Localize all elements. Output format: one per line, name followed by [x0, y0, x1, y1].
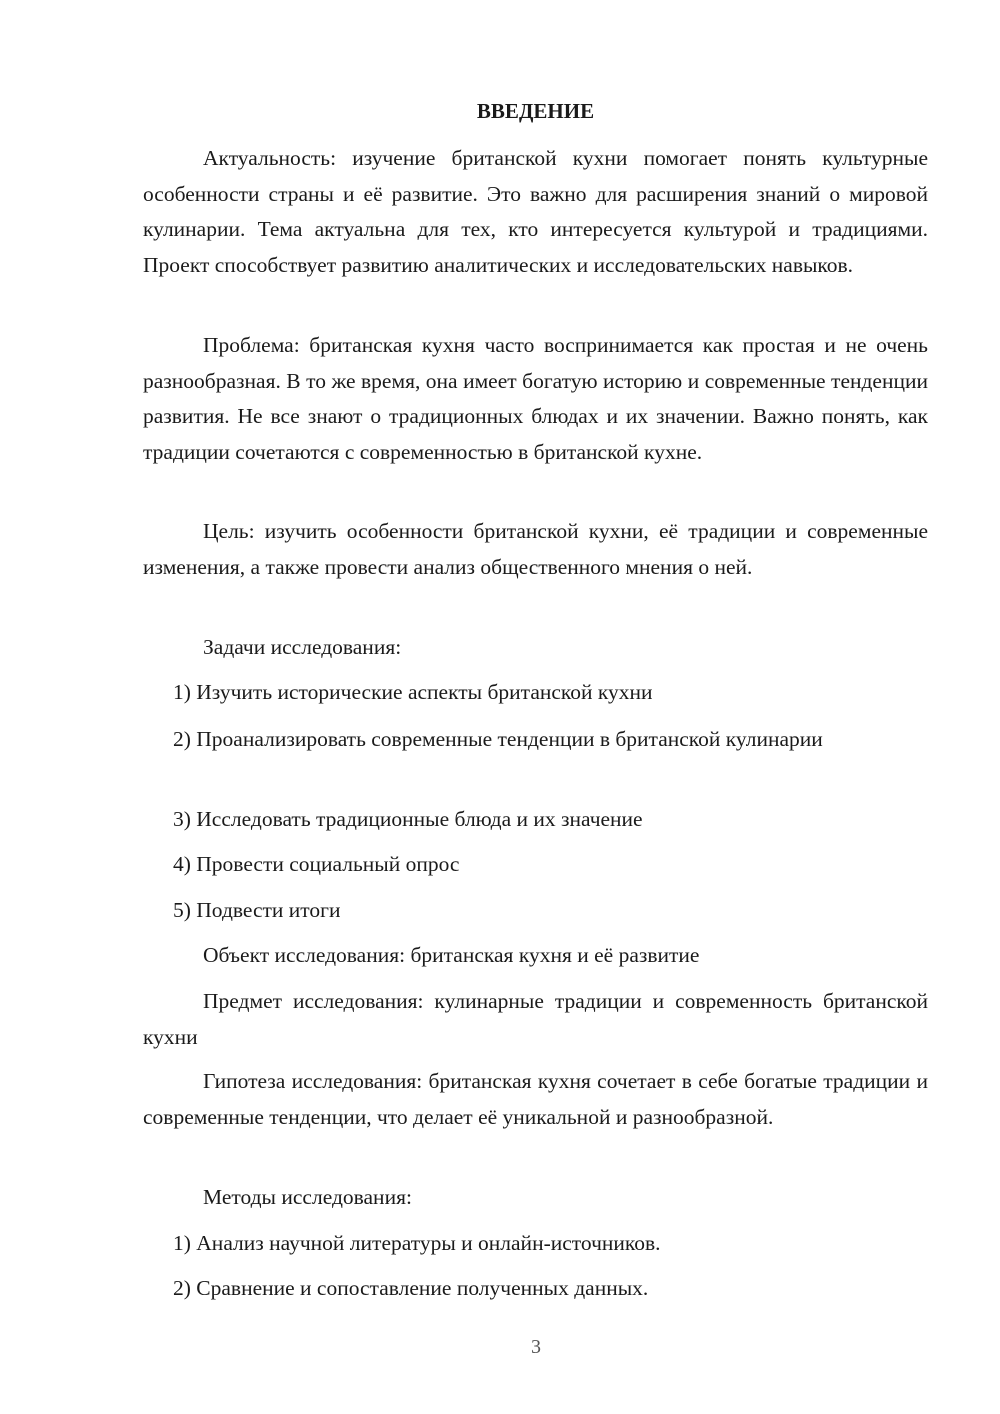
task-item-1: 1) Изучить исторические аспекты британской кухни	[173, 680, 653, 704]
task-item-3: 3) Исследовать традиционные блюда и их значение	[173, 807, 643, 831]
paragraph-subject: Предмет исследования: кулинарные традиции и современность британской кухни	[143, 989, 928, 1049]
paragraph-methods-heading: Методы исследования:	[203, 1185, 412, 1209]
paragraph-goal: Цель: изучить особенности британской кухни, её традиции и современные изменения, а также провести анализ общественного мнения о ней.	[143, 519, 928, 579]
paragraph-object: Объект исследования: британская кухня и её развитие	[203, 943, 700, 967]
page-number: 3	[531, 1336, 541, 1358]
section-heading: ВВЕДЕНИЕ	[476, 99, 595, 123]
paragraph-tasks-heading: Задачи исследования:	[203, 635, 402, 659]
task-item-4: 4) Провести социальный опрос	[173, 852, 460, 876]
task-item-5: 5) Подвести итоги	[173, 898, 341, 922]
task-item-2: 2) Проанализировать современные тенденции в британской кулинарии	[173, 727, 823, 751]
paragraph-relevance: Актуальность: изучение британской кухни помогает понять культурные особенности страны и её развитие. Это важно для расширения знаний о мировой кулинарии. Тема актуальна для тех, кто интересуется культурой и традициями. Проект способствует развитию аналитических и исследовательских навыков.	[143, 146, 928, 277]
paragraph-hypothesis: Гипотеза исследования: британская кухня сочетает в себе богатые традиции и современные тенденции, что делает её уникальной и разнообразной.	[143, 1069, 928, 1129]
method-item-2: 2) Сравнение и сопоставление полученных данных.	[173, 1276, 649, 1300]
method-item-1: 1) Анализ научной литературы и онлайн-источников.	[173, 1231, 661, 1255]
paragraph-problem: Проблема: британская кухня часто воспринимается как простая и не очень разнообразная. В то же время, она имеет богатую историю и современные тенденции развития. Не все знают о традиционных блюдах и их значении. Важно понять, как традиции сочетаются с современностью в британской кухне.	[143, 333, 928, 464]
